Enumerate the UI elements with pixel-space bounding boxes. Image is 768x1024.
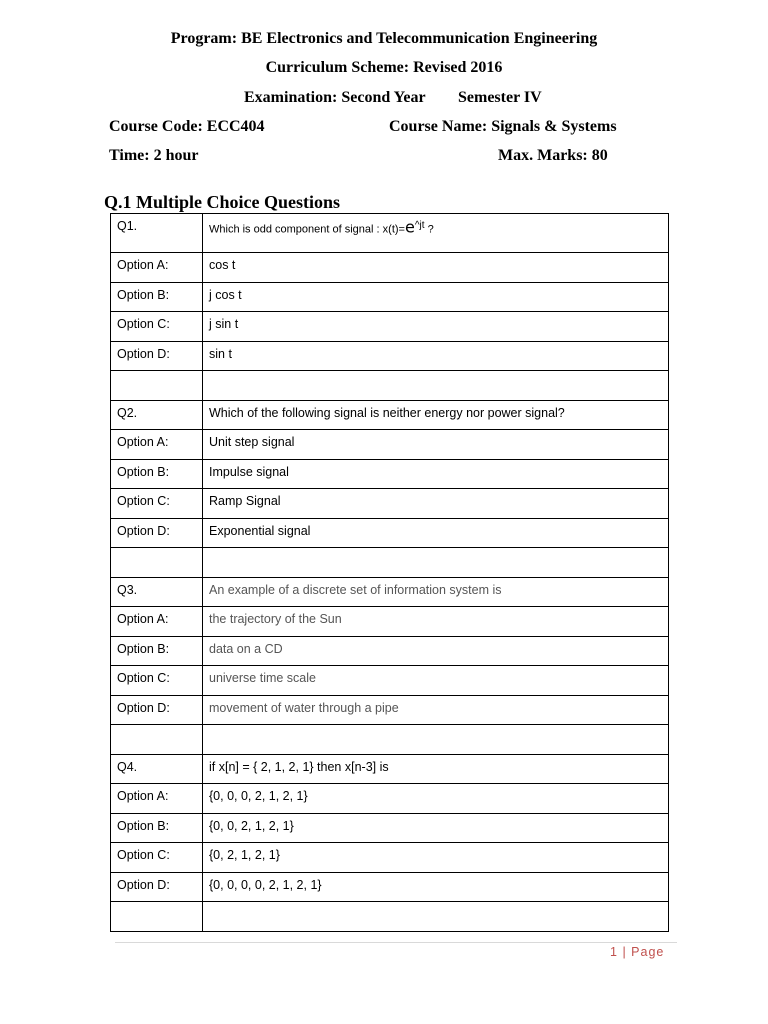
option-row	[111, 666, 669, 696]
spacer-row	[111, 371, 669, 401]
question-text-suffix: ?	[424, 223, 434, 236]
option-row	[111, 459, 669, 489]
option-row	[111, 518, 669, 548]
option-label: Option C:	[111, 489, 203, 519]
question-number: Q4.	[111, 754, 203, 784]
option-label: Option D:	[111, 341, 203, 371]
option-text: j cos t	[203, 282, 669, 312]
option-row	[111, 312, 669, 342]
question-row	[111, 400, 669, 430]
option-label: Option A:	[111, 784, 203, 814]
exponential-base: e	[404, 217, 415, 237]
option-text: j sin t	[203, 312, 669, 342]
option-label: Option C:	[111, 312, 203, 342]
option-text: {0, 0, 0, 2, 1, 2, 1}	[203, 784, 669, 814]
question-text	[203, 214, 669, 253]
option-text: {0, 0, 0, 0, 2, 1, 2, 1}	[203, 872, 669, 902]
course-name: Course Name: Signals & Systems	[389, 118, 617, 135]
empty-cell	[111, 371, 203, 401]
question-text: An example of a discrete set of information system is	[203, 577, 669, 607]
page-footer	[610, 945, 664, 959]
option-label: Option B:	[111, 813, 203, 843]
option-text: data on a CD	[203, 636, 669, 666]
option-row	[111, 430, 669, 460]
question-row	[111, 214, 669, 253]
option-label: Option D:	[111, 695, 203, 725]
option-row	[111, 695, 669, 725]
empty-cell	[111, 548, 203, 578]
program-title: Program: BE Electronics and Telecommunication Engineering	[170, 30, 598, 47]
option-label: Option A:	[111, 253, 203, 283]
option-label: Option B:	[111, 636, 203, 666]
option-text: Ramp Signal	[203, 489, 669, 519]
spacer-row	[111, 725, 669, 755]
option-row	[111, 843, 669, 873]
section-title: Q.1 Multiple Choice Questions	[104, 192, 341, 212]
option-label: Option D:	[111, 872, 203, 902]
page-word: Page	[631, 945, 665, 959]
empty-cell	[203, 902, 669, 932]
question-number: Q2.	[111, 400, 203, 430]
mcq-table	[110, 213, 669, 932]
question-text-prefix: Which is odd component of signal :	[209, 223, 383, 236]
semester-label: Semester IV	[458, 89, 542, 106]
question-text: Which of the following signal is neither energy nor power signal?	[203, 400, 669, 430]
option-text: Unit step signal	[203, 430, 669, 460]
max-marks: Max. Marks: 80	[498, 147, 608, 164]
option-row	[111, 489, 669, 519]
spacer-row	[111, 902, 669, 932]
option-row	[111, 282, 669, 312]
signal-expression: x(t)=	[382, 223, 405, 236]
empty-cell	[203, 725, 669, 755]
empty-cell	[203, 548, 669, 578]
examination-label: Examination: Second Year	[244, 89, 426, 106]
empty-cell	[111, 725, 203, 755]
empty-cell	[111, 902, 203, 932]
option-row	[111, 607, 669, 637]
option-text: {0, 0, 2, 1, 2, 1}	[203, 813, 669, 843]
option-text: movement of water through a pipe	[203, 695, 669, 725]
option-row	[111, 341, 669, 371]
option-row	[111, 872, 669, 902]
option-label: Option C:	[111, 843, 203, 873]
option-text: Impulse signal	[203, 459, 669, 489]
option-text: Exponential signal	[203, 518, 669, 548]
page-number: 1	[610, 945, 618, 959]
question-row	[111, 754, 669, 784]
spacer-row	[111, 548, 669, 578]
footer-divider	[115, 942, 677, 943]
question-text: if x[n] = { 2, 1, 2, 1} then x[n-3] is	[203, 754, 669, 784]
question-number: Q3.	[111, 577, 203, 607]
option-text: {0, 2, 1, 2, 1}	[203, 843, 669, 873]
option-label: Option A:	[111, 607, 203, 637]
option-text: cos t	[203, 253, 669, 283]
exponent: ^jt	[414, 220, 425, 231]
option-label: Option B:	[111, 459, 203, 489]
option-row	[111, 784, 669, 814]
course-code: Course Code: ECC404	[109, 118, 265, 135]
page-separator: |	[622, 945, 627, 959]
option-text: universe time scale	[203, 666, 669, 696]
empty-cell	[203, 371, 669, 401]
option-text: the trajectory of the Sun	[203, 607, 669, 637]
option-row	[111, 636, 669, 666]
option-label: Option A:	[111, 430, 203, 460]
curriculum-scheme: Curriculum Scheme: Revised 2016	[265, 59, 503, 76]
option-text: sin t	[203, 341, 669, 371]
option-label: Option D:	[111, 518, 203, 548]
option-label: Option C:	[111, 666, 203, 696]
option-row	[111, 813, 669, 843]
option-row	[111, 253, 669, 283]
question-row	[111, 577, 669, 607]
question-number: Q1.	[111, 214, 203, 253]
exam-time: Time: 2 hour	[109, 147, 199, 164]
option-label: Option B:	[111, 282, 203, 312]
